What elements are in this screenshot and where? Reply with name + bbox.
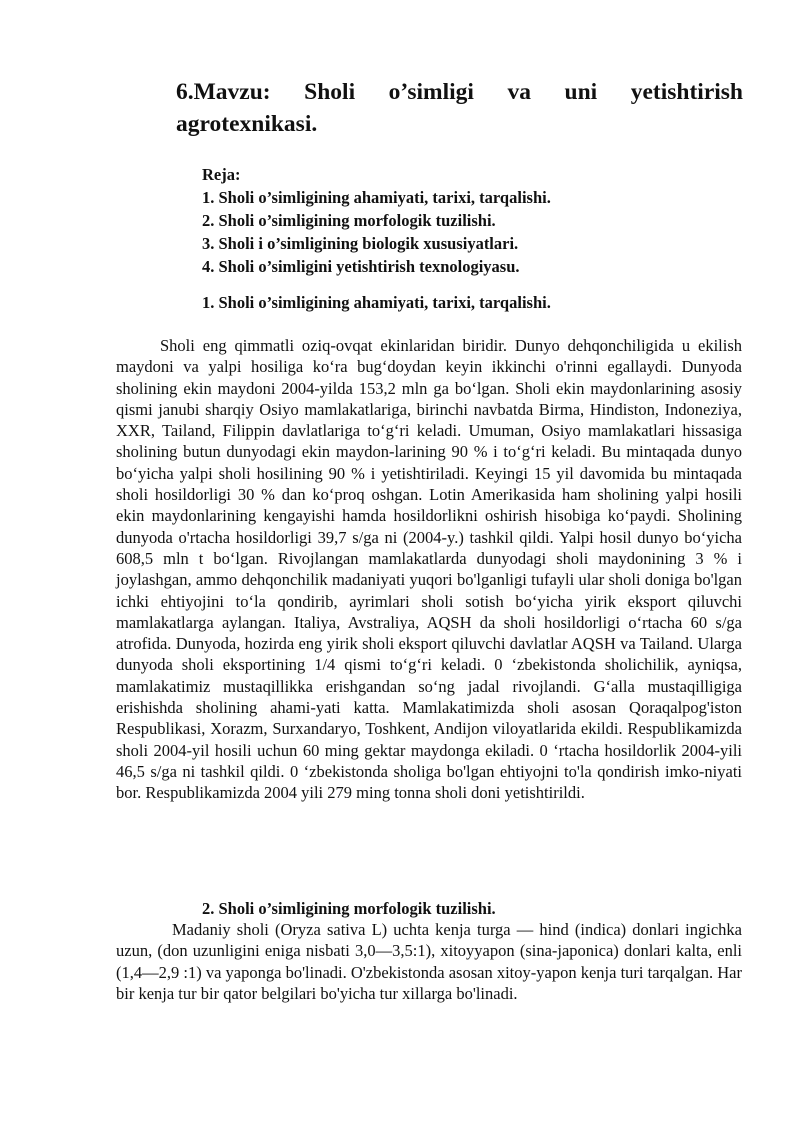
section-2-paragraph: Madaniy sholi (Oryza sativa L) uchta kenja turga — hind (indica) donlari ingichka uzun, (don uzunligini eniga nisbati 3,0—3,5:1), xitoyyapon (sina-japonica) donlari kalta, enli (1,4—2,9 :1) va yaponga bo'linadi. O'zbekistonda asosan xitoy-yapon kenja turi tarqalgan. Har bir kenja tur bir qator belgilari bo'yicha tur xillarga bo'linadi. [116,920,742,1003]
page-title: 6.Mavzu: Sholi o’simligi va uni yetishtirish [176,79,743,105]
section-1-paragraph: Sholi eng qimmatli oziq-ovqat ekinlaridan biridir. Dunyo dehqonchiligida u ekilish maydoni va yalpi hosiliga ko‘ra bug‘doydan keyin ikkinchi o'rinni egallaydi. Dunyoda sholining ekin maydoni 2004-yilda 153,2 mln ga bo‘lgan. Sholi ekin maydonlarining asosiy qismi janubi sharqiy Osiyo mamlakatlariga, birinchi navbatda Birma, Hindiston, Indoneziya, XXR, Tailand, Filippin davlatlariga to‘g‘ri keladi. Umuman, Osiyo mamlakatlari hissasiga sholining butun dunyodagi ekin maydon-larining 90 % i to‘g‘ri keladi. Bu mintaqada dunyo bo‘yicha yalpi sholi hosilining 90 % i yetishtiriladi. Keyingi 15 yil davomida bu mintaqada sholi hosildorligi 30 % dan ko‘proq oshgan. Lotin Amerikasida ham sholining yalpi hosili ekin maydonlarining kengayishi hamda hosildorlikni oshirish hisobiga ko‘paydi. Sholining dunyoda o'rtacha hosildorligi 39,7 s/ga ni (2004-y.) tashkil qildi. Yalpi hosil dunyo bo‘yicha 608,5 mln t bo‘lgan. Rivojlangan mamlakatlarda dunyodagi sholi maydonining 3 % i joylashgan, ammo dehqonchilik madaniyati yuqori bo'lganligi tufayli ular sholi doniga bo'lgan ichki ehtiyojini to‘la qondirib, ayrimlari sholi sotish bo‘yicha yirik eksport qiluvchi mamlakatlarga aylangan. Italiya, Avstraliya, AQSH da sholi hosildorligi o‘rtacha 60 s/ga atrofida. Dunyoda, hozirda eng yirik sholi eksport qiluvchi davlatlar AQSH va Tailand. Ularga dunyoda sholi eksportining 1/4 qismi to‘g‘ri keladi. 0 ‘zbekistonda sholichilik, ayniqsa, mamlakatimiz mustaqillikka erishgandan so‘ng jadal rivojlandi. G‘alla mustaqilligiga erishishda sholining ahami-yati katta. Mamlakatimizda sholi asosan Qoraqalpog'iston Respublikasi, Xorazm, Surxandaryo, Toshkent, Andijon viloyatlarida ekildi. Respublikamizda sholi 2004-yil hosili uchun 60 ming gektar maydonga ekiladi. 0 ‘rtacha hosildorlik 2004-yili 46,5 s/ga ni tashkil qildi. 0 ‘zbekistonda sholiga bo'lgan ehtiyojni to'la qondirish imko-niyati bor. Respublikamizda 2004 yili 279 ming tonna sholi doni yetishtirildi. [116,336,742,803]
plan-label: Reja: [202,165,241,184]
plan-item: 3. Sholi i o’simligining biologik xususiyatlari. [202,234,519,253]
section-heading-2: 2. Sholi o’simligining morfologik tuzilishi. [202,899,496,918]
plan-block [202,163,742,278]
page-title-continuation: agrotexnikasi. [176,111,318,137]
plan-item: 1. Sholi o’simligining ahamiyati, tarixi, tarqalishi. [202,188,551,207]
plan-item: 2. Sholi o’simligining morfologik tuzilishi. [202,211,496,230]
plan-item: 4. Sholi o’simligini yetishtirish texnologiyasu. [202,257,520,276]
section-heading-1: 1. Sholi o’simligining ahamiyati, tarixi, tarqalishi. [202,293,551,312]
